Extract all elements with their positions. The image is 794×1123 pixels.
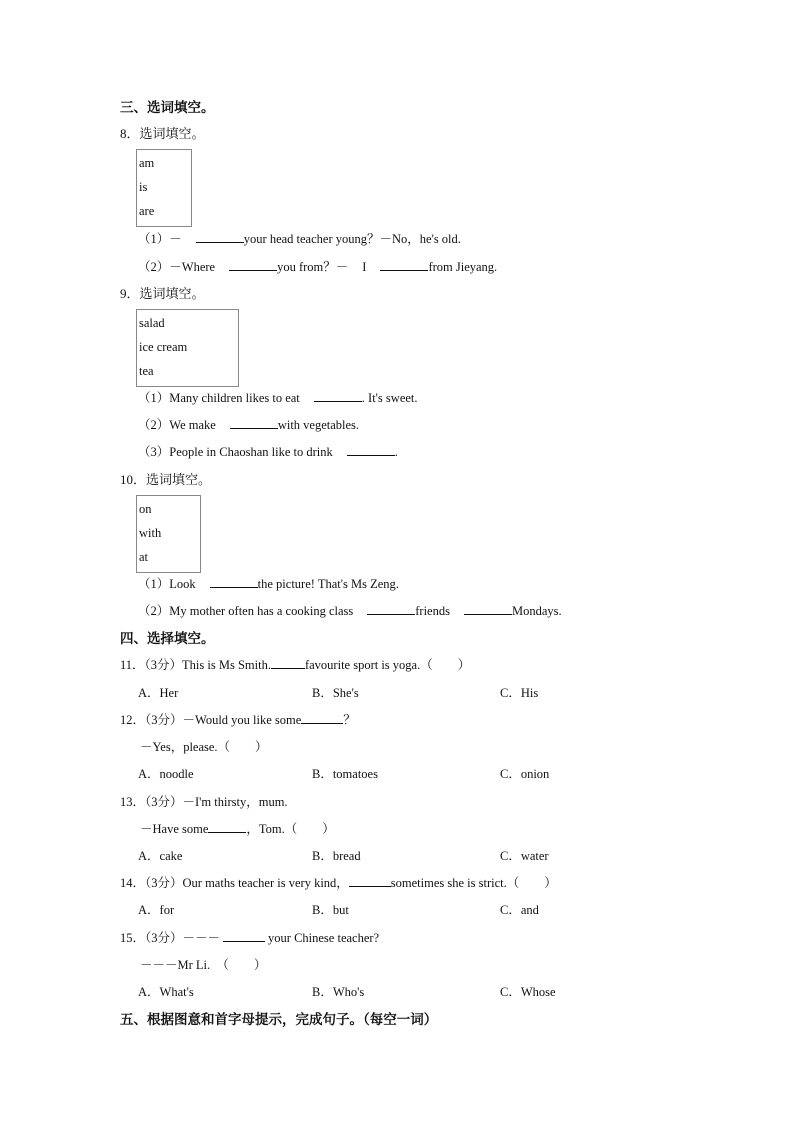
sentence-text: from Jieyang. xyxy=(428,260,498,274)
answer-blank[interactable] xyxy=(349,875,391,887)
sentence-text: with vegetables. xyxy=(277,418,360,432)
question-text: －I'm thirsty，mum. xyxy=(182,795,288,809)
word-option: is xyxy=(139,180,148,194)
section-4-title: 四、选择填空。 xyxy=(120,631,215,646)
sentence-text: I xyxy=(362,260,367,274)
sentence-text: Look xyxy=(169,577,196,591)
word-option: on xyxy=(139,502,152,516)
word-option: are xyxy=(139,204,155,218)
sentence-text: －Where xyxy=(169,260,216,274)
q12-line-2: －Yes，please.（ ） xyxy=(140,740,268,754)
sentence-text: Mondays. xyxy=(511,604,562,618)
sentence-text: friends xyxy=(415,604,450,618)
question-13 xyxy=(120,792,288,810)
sentence-text: We make xyxy=(169,418,216,432)
sentence-text: you from？－ xyxy=(277,260,349,274)
q15-line-2: －－－Mr Li. （ ） xyxy=(140,958,267,972)
q8-sentence-2 xyxy=(138,257,497,275)
answer-blank[interactable] xyxy=(301,712,343,724)
q14-option-b[interactable]: B．but xyxy=(312,903,349,917)
question-text: This is Ms Smith. xyxy=(182,658,271,672)
sentence-number: （1） xyxy=(138,577,170,591)
question-head: 13．（3分） xyxy=(120,795,183,809)
answer-blank[interactable] xyxy=(314,390,362,402)
q8-sentence-1 xyxy=(138,229,461,247)
answer-blank[interactable] xyxy=(210,576,258,588)
sentence-text: your head teacher young？－No，he's old. xyxy=(243,232,461,246)
q13-option-c[interactable]: C．water xyxy=(500,849,549,863)
q11-option-b[interactable]: B．She's xyxy=(312,686,359,700)
q9-sentence-2 xyxy=(138,415,359,433)
answer-blank[interactable] xyxy=(196,231,244,243)
question-12 xyxy=(120,710,356,728)
question-14 xyxy=(120,873,557,891)
q11-option-c[interactable]: C．His xyxy=(500,686,539,700)
q13-option-b[interactable]: B．bread xyxy=(312,849,361,863)
q15-option-a[interactable]: A．What's xyxy=(138,985,194,999)
question-text: －Would you like some xyxy=(182,713,302,727)
q12-option-a[interactable]: A．noodle xyxy=(138,767,194,781)
word-option: salad xyxy=(139,316,165,330)
sentence-number: （3） xyxy=(138,445,170,459)
q12-option-c[interactable]: C．onion xyxy=(500,767,550,781)
word-bank-9 xyxy=(136,309,239,387)
question-10-title: 10．选词填空。 xyxy=(120,472,212,487)
q13-option-a[interactable]: A．cake xyxy=(138,849,183,863)
question-text: －－－ xyxy=(182,931,221,945)
sentence-text: . xyxy=(394,445,398,459)
sentence-number: （2） xyxy=(138,604,170,618)
question-text: favourite sport is yoga.（ ） xyxy=(304,658,471,672)
sentence-number: （2） xyxy=(138,260,170,274)
question-9-title: 9．选词填空。 xyxy=(120,286,205,301)
q9-sentence-1 xyxy=(138,388,418,406)
word-option: am xyxy=(139,156,155,170)
answer-blank[interactable] xyxy=(464,603,512,615)
word-option: at xyxy=(139,550,149,564)
sentence-text: the picture! That's Ms Zeng. xyxy=(257,577,399,591)
question-text: ，Tom.（ ） xyxy=(246,822,335,836)
sentence-text: － xyxy=(169,232,182,246)
q14-option-a[interactable]: A．for xyxy=(138,903,175,917)
word-option: tea xyxy=(139,364,154,378)
sentence-text: . It's sweet. xyxy=(361,391,418,405)
sentence-text: My mother often has a cooking class xyxy=(169,604,354,618)
question-text: Our maths teacher is very kind， xyxy=(182,876,349,890)
question-text: your Chinese teacher? xyxy=(268,931,380,945)
q12-option-b[interactable]: B．tomatoes xyxy=(312,767,378,781)
section-5-title: 五、根据图意和首字母提示，完成句子。（每空一词） xyxy=(120,1012,438,1027)
q13-line-2 xyxy=(140,819,335,837)
question-head: 15．（3分） xyxy=(120,931,183,945)
q11-option-a[interactable]: A．Her xyxy=(138,686,179,700)
answer-blank[interactable] xyxy=(223,930,265,942)
answer-blank[interactable] xyxy=(229,259,277,271)
question-head: 12．（3分） xyxy=(120,713,183,727)
word-bank-8 xyxy=(136,149,192,227)
sentence-number: （2） xyxy=(138,418,170,432)
sentence-number: （1） xyxy=(138,391,170,405)
sentence-number: （1） xyxy=(138,232,170,246)
question-8-title: 8．选词填空。 xyxy=(120,126,205,141)
answer-blank[interactable] xyxy=(367,603,415,615)
question-11 xyxy=(120,655,470,673)
answer-blank[interactable] xyxy=(271,657,305,669)
sentence-text: People in Chaoshan like to drink xyxy=(169,445,333,459)
q10-sentence-1 xyxy=(138,574,399,592)
question-15 xyxy=(120,928,379,946)
answer-blank[interactable] xyxy=(208,821,246,833)
word-bank-10 xyxy=(136,495,201,573)
word-option: with xyxy=(139,526,162,540)
question-head: 11．（3分） xyxy=(120,658,183,672)
question-text: －Have some xyxy=(140,822,209,836)
question-text: ？ xyxy=(343,713,356,727)
q15-option-b[interactable]: B．Who's xyxy=(312,985,365,999)
q14-option-c[interactable]: C．and xyxy=(500,903,539,917)
answer-blank[interactable] xyxy=(230,417,278,429)
section-3-title: 三、选词填空。 xyxy=(120,100,215,115)
q10-sentence-2 xyxy=(138,601,562,619)
word-option: ice cream xyxy=(139,340,188,354)
q15-option-c[interactable]: C．Whose xyxy=(500,985,556,999)
question-head: 14．（3分） xyxy=(120,876,183,890)
q9-sentence-3 xyxy=(138,442,398,460)
question-text: sometimes she is strict.（ ） xyxy=(390,876,557,890)
answer-blank[interactable] xyxy=(347,444,395,456)
answer-blank[interactable] xyxy=(380,259,428,271)
sentence-text: Many children likes to eat xyxy=(169,391,300,405)
